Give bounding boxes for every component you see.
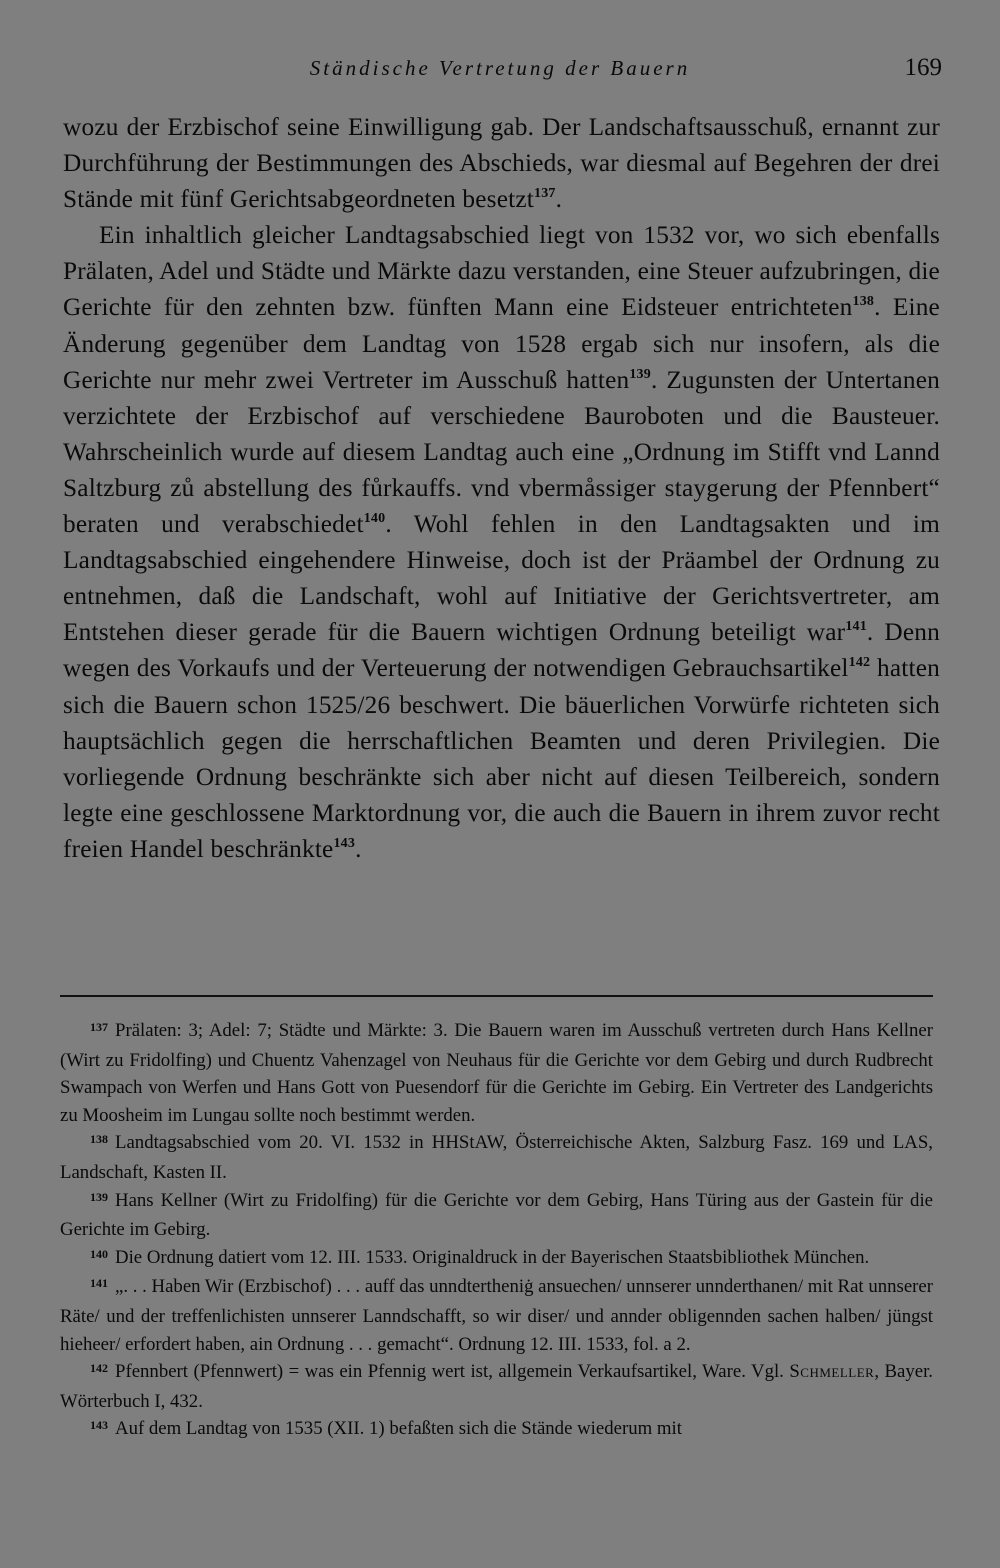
footnote-text: Landtagsabschied vom 20. VI. 1532 in HHStAW, Österreichische Akten, Salzburg Fasz. 169 und LAS, Landschaft, Kasten II. [60, 1132, 933, 1183]
text-run: . Denn wegen des Vorkaufs und der Verteuerung der notwendigen Gebrauchsartikel [63, 618, 940, 683]
footnote-number: 142 [90, 1361, 108, 1376]
running-head [0, 52, 1000, 92]
text-run: . [555, 185, 563, 214]
author-name: Schmeller [789, 1361, 875, 1383]
text-run: . Zugunsten der Untertanen verzichtete der Erzbischof auf verschiedene Bauroboten und die Bausteuer. Wahrscheinlich wurde auf diesem Landtag auch eine „Ordnung im Stifft vnd Lannd Saltzburg zů abstellung des fůrkauffs. vnd vbermåssiger staygerung der Pfennbert“ beraten und verabschiedet [63, 365, 940, 539]
footnote-143 [60, 1415, 933, 1445]
footnote-number: 141 [90, 1276, 108, 1291]
text-run: . Wohl fehlen in den Landtagsakten und im Landtagsabschied eingehendere Hinweise, doch ist der Präambel der Ordnung zu entnehmen, daß die Landschaft, wohl auf Initiative der Gerichtsvertreter, am Entstehen dieser gerade für die Bauern wichtigen Ordnung beteiligt war [63, 510, 941, 647]
footnote-text: Pfennbert (Pfennwert) = was ein Pfennig wert ist, allgemein Verkaufsartikel, Ware. Vgl. [115, 1361, 790, 1383]
footnote-text: Die Ordnung datiert vom 12. III. 1533. Originaldruck in der Bayerischen Staatsbibliothek München. [115, 1246, 870, 1268]
footnote-text: Prälaten: 3; Adel: 7; Städte und Märkte: 3. Die Bauern waren im Ausschuß vertreten durch Hans Kellner (Wirt zu Fridolfing) und Chuentz Vahenzagel von Neuhaus für die Gerichte vor dem Gebirg und durch Rudbrecht Swampach von Werfen und Hans Gott von Puesendorf für die Gerichte im Gebirg. Ein Vertreter des Landgerichts zu Moosheim im Lungau sollte noch bestimmt werden. [60, 1020, 933, 1126]
footnote-number: 137 [90, 1020, 108, 1034]
footnote-ref-139[interactable]: 139 [629, 366, 651, 382]
footnote-ref-140[interactable]: 140 [363, 511, 386, 527]
footnote-142 [60, 1358, 933, 1415]
footnote-ref-143[interactable]: 143 [333, 835, 356, 851]
main-text [63, 109, 940, 867]
footnote-138 [60, 1129, 933, 1186]
footnote-139 [60, 1187, 933, 1244]
footnote-number: 139 [90, 1189, 108, 1204]
footnote-140 [60, 1244, 933, 1274]
text-run: hatten sich die Bauern schon 1525/26 beschwert. Die bäuerlichen Vorwürfe richteten sich hauptsächlich gegen die herrschaftlichen Beamten und deren Privilegien. Die vorliegende Ordnung beschränkte sich aber nicht auf diesen Teilbereich, sondern legte eine geschlossene Marktordnung vor, die auch die Bauern in ihrem zuvor recht freien Handel beschränkte [63, 654, 940, 863]
footnote-divider [60, 995, 933, 997]
footnote-number: 140 [90, 1246, 108, 1261]
footnote-text: Hans Kellner (Wirt zu Fridolfing) für die Gerichte vor dem Gebirg, Hans Türing aus der Gastein für die Gerichte im Gebirg. [60, 1189, 933, 1241]
footnote-141 [60, 1273, 933, 1358]
footnote-text: , Bayer. Wörterbuch I, 432. [60, 1361, 933, 1412]
running-title: Ständische Vertretung der Bauern [309, 56, 691, 80]
text-run: Ein inhaltlich gleicher Landtagsabschied liegt von 1532 vor, wo sich ebenfalls Prälaten, Adel und Städte und Märkte dazu verstanden, eine Steuer aufzubringen, die Gerichte für den zehnten bzw. fünften Mann eine Eidsteuer entrichteten [63, 221, 940, 322]
footnote-ref-137[interactable]: 137 [534, 186, 556, 202]
footnote-text: Auf dem Landtag von 1535 (XII. 1) befaßten sich die Stände wiederum mit [115, 1418, 682, 1440]
footnote-137 [60, 1017, 933, 1129]
footnote-text: „. . . Haben Wir (Erzbischof) . . . auff das unndtertheniġ ansuechen/ unnserer unnderthanen/ mit Rat unnserer Räte/ und der treffenlichisten unnserer Lanndschafft, so wir diser/ und annder obligennden sachen halben/ jüngst hieheer/ erfordert haben, ain Ordnung . . . gemacht“. Ordnung 12. III. 1533, fol. a 2. [60, 1276, 933, 1355]
footnotes [60, 1017, 933, 1445]
text-run: wozu der Erzbischof seine Einwilligung gab. Der Landschaftsausschuß, ernannt zur Durchführung der Bestimmungen des Abschieds, war diesmal auf Begehren der drei Stände mit fünf Gerichtsabgeordneten besetzt [63, 113, 940, 214]
footnote-ref-138[interactable]: 138 [852, 294, 875, 310]
text-run: . Eine Änderung gegenüber dem Landtag von 1528 ergab sich nur insofern, als die Gerichte nur mehr zwei Vertreter im Ausschuß hatten [63, 293, 940, 394]
footnote-ref-141[interactable]: 141 [845, 619, 867, 635]
paragraph-1 [63, 109, 940, 217]
text-run: . [355, 834, 362, 863]
paragraph-2 [63, 217, 940, 867]
footnote-number: 138 [90, 1132, 108, 1147]
footnote-ref-142[interactable]: 142 [848, 655, 871, 671]
page-number: 169 [904, 54, 942, 81]
footnote-number: 143 [90, 1418, 108, 1433]
